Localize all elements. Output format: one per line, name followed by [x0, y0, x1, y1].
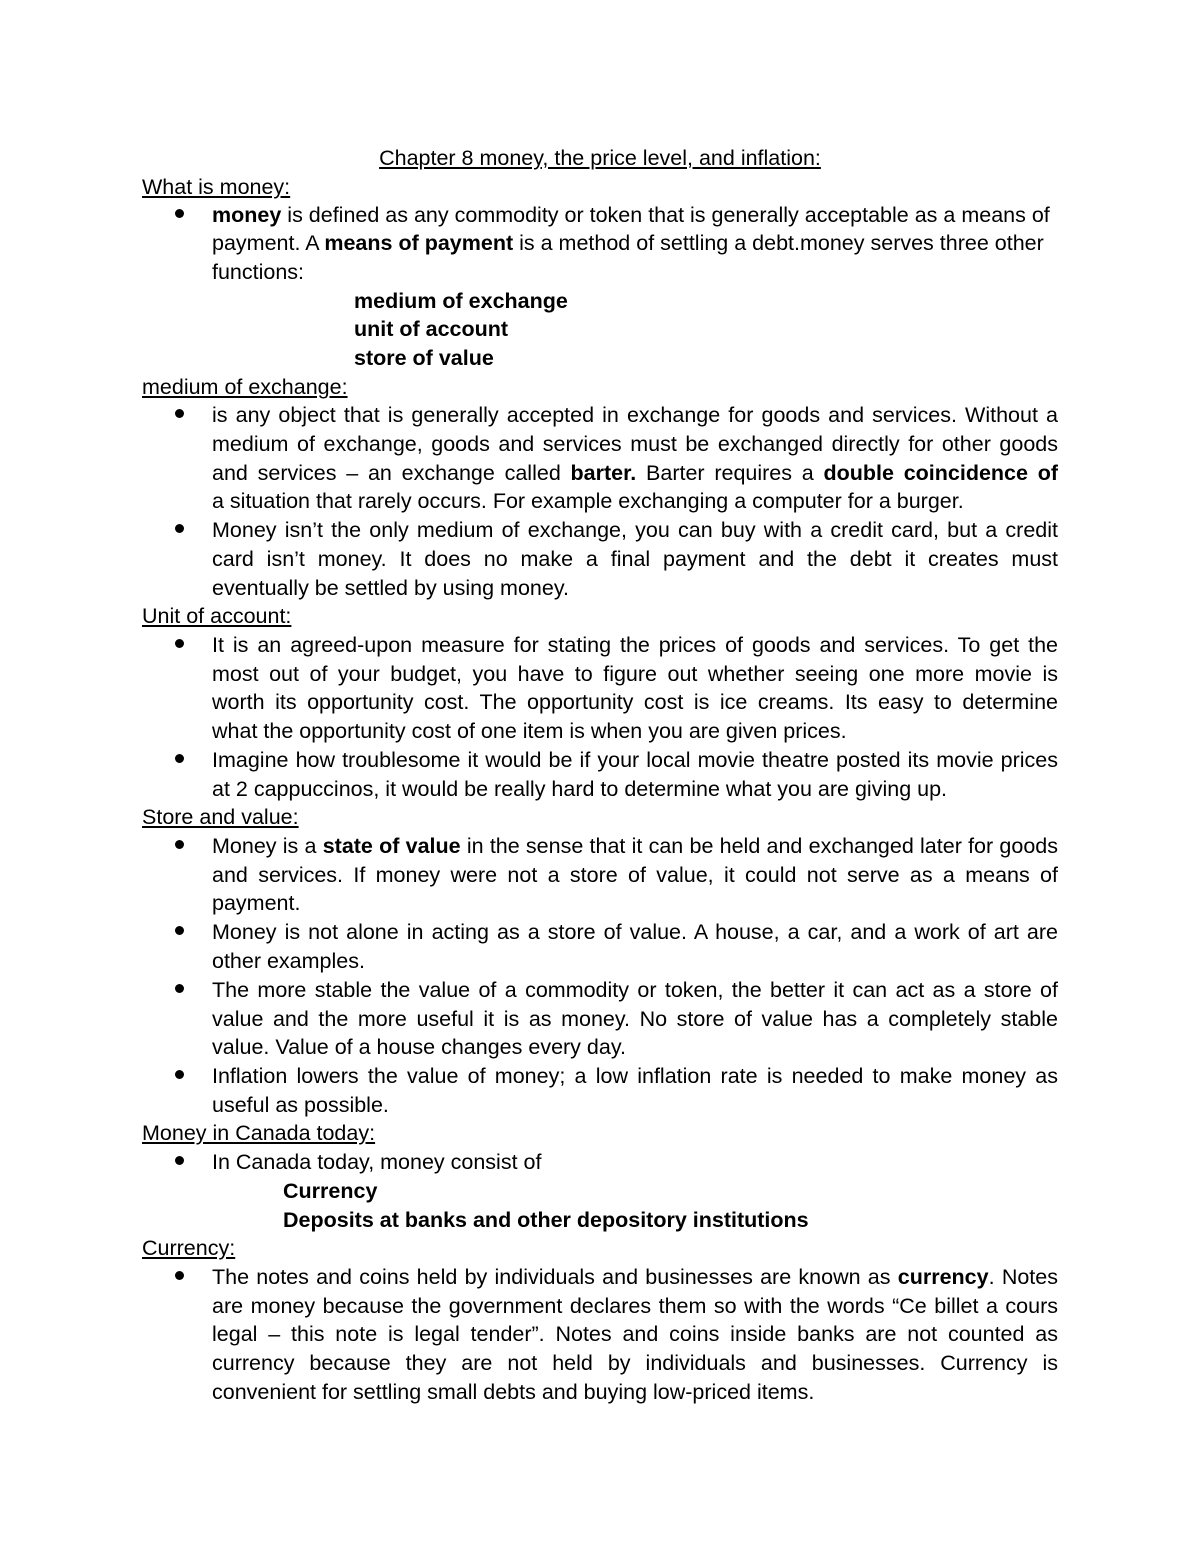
bullet-icon [175, 209, 184, 218]
paragraph-line: payment. [212, 891, 301, 915]
bullet-icon [175, 409, 184, 418]
paragraph-line: is any object that is generally accepted in exchange for goods and services. Without a [212, 403, 1058, 427]
paragraph-line: medium of exchange, goods and services must be exchanged directly for other goods [212, 432, 1058, 456]
paragraph-line: a situation that rarely occurs. For example exchanging a computer for a burger. [212, 489, 964, 513]
paragraph-line: The notes and coins held by individuals and businesses are known as currency. Notes [212, 1265, 1058, 1289]
paragraph-line: at 2 cappuccinos, it would be really hard to determine what you are giving up. [212, 777, 948, 801]
function-item: medium of exchange [354, 289, 568, 313]
bullet-icon [175, 1156, 184, 1165]
paragraph-line: eventually be settled by using money. [212, 576, 569, 600]
paragraph-line: worth its opportunity cost. The opportunity cost is ice creams. Its easy to determine [212, 690, 1058, 714]
paragraph-line: convenient for settling small debts and buying low-priced items. [212, 1380, 815, 1404]
bold-term-barter: barter. [570, 461, 637, 485]
paragraph-line: Imagine how troublesome it would be if your local movie theatre posted its movie prices [212, 748, 1058, 772]
section-heading-what-is-money: What is money: [142, 175, 291, 199]
bullet-icon [175, 1271, 184, 1280]
money-type-item: Deposits at banks and other depository institutions [283, 1208, 809, 1232]
section-heading-currency: Currency: [142, 1236, 236, 1260]
paragraph-line: money is defined as any commodity or token that is generally acceptable as a means of [212, 203, 1050, 227]
bullet-icon [175, 754, 184, 763]
paragraph-line: legal – this note is legal tender”. Notes and coins inside banks are not counted as [212, 1322, 1058, 1346]
bullet-icon [175, 840, 184, 849]
bullet-icon [175, 926, 184, 935]
section-heading-store-and-value: Store and value: [142, 805, 299, 829]
paragraph-line: value. Value of a house changes every day. [212, 1035, 626, 1059]
section-heading-money-in-canada: Money in Canada today: [142, 1121, 376, 1145]
bullet-icon [175, 524, 184, 533]
paragraph-line: It is an agreed-upon measure for stating the prices of goods and services. To get the [212, 633, 1058, 657]
paragraph-line: and services. If money were not a store of value, it could not serve as a means of [212, 863, 1058, 887]
paragraph-line: currency because they are not held by individuals and businesses. Currency is [212, 1351, 1058, 1375]
paragraph-line: In Canada today, money consist of [212, 1150, 542, 1174]
paragraph-line: The more stable the value of a commodity or token, the better it can act as a store of [212, 978, 1058, 1002]
paragraph-line: are money because the government declares them so with the words “Ce billet a cours [212, 1294, 1058, 1318]
bullet-icon [175, 1070, 184, 1079]
function-item: unit of account [354, 317, 509, 341]
paragraph-line: what the opportunity cost of one item is when you are given prices. [212, 719, 847, 743]
bold-term-currency: currency [897, 1265, 989, 1289]
money-type-item: Currency [283, 1179, 378, 1203]
paragraph-line: useful as possible. [212, 1093, 389, 1117]
paragraph-line: other examples. [212, 949, 365, 973]
paragraph-line: Money is not alone in acting as a store of value. A house, a car, and a work of art are [212, 920, 1058, 944]
section-heading-medium-of-exchange: medium of exchange: [142, 375, 348, 399]
bullet-icon [175, 984, 184, 993]
paragraph-line: most out of your budget, you have to figure out whether seeing one more movie is [212, 662, 1058, 686]
paragraph-line: card isn’t money. It does no make a final payment and the debt it creates must [212, 547, 1058, 571]
paragraph-line: value and the more useful it is as money. No store of value has a completely stable [212, 1007, 1058, 1031]
paragraph-line: functions: [212, 260, 305, 284]
page-title: Chapter 8 money, the price level, and inflation: [379, 146, 821, 170]
section-heading-unit-of-account: Unit of account: [142, 604, 292, 628]
bold-term-money: money [212, 203, 282, 227]
paragraph-line: Inflation lowers the value of money; a low inflation rate is needed to make money as [212, 1064, 1058, 1088]
function-item: store of value [354, 346, 494, 370]
paragraph-line: Money is a state of value in the sense that it can be held and exchanged later for goods [212, 834, 1058, 858]
paragraph-line: Money isn’t the only medium of exchange, you can buy with a credit card, but a credit [212, 518, 1058, 542]
bold-term-means-of-payment: means of payment [324, 231, 514, 255]
paragraph-line: payment. A means of payment is a method of settling a debt.money serves three other [212, 231, 1044, 255]
bold-term-double-coincidence: double coincidence of [823, 461, 1058, 485]
bullet-icon [175, 639, 184, 648]
paragraph-line: and services – an exchange called barter. Barter requires a double coincidence of [212, 459, 1058, 487]
bold-term-state-of-value: state of value [322, 834, 461, 858]
